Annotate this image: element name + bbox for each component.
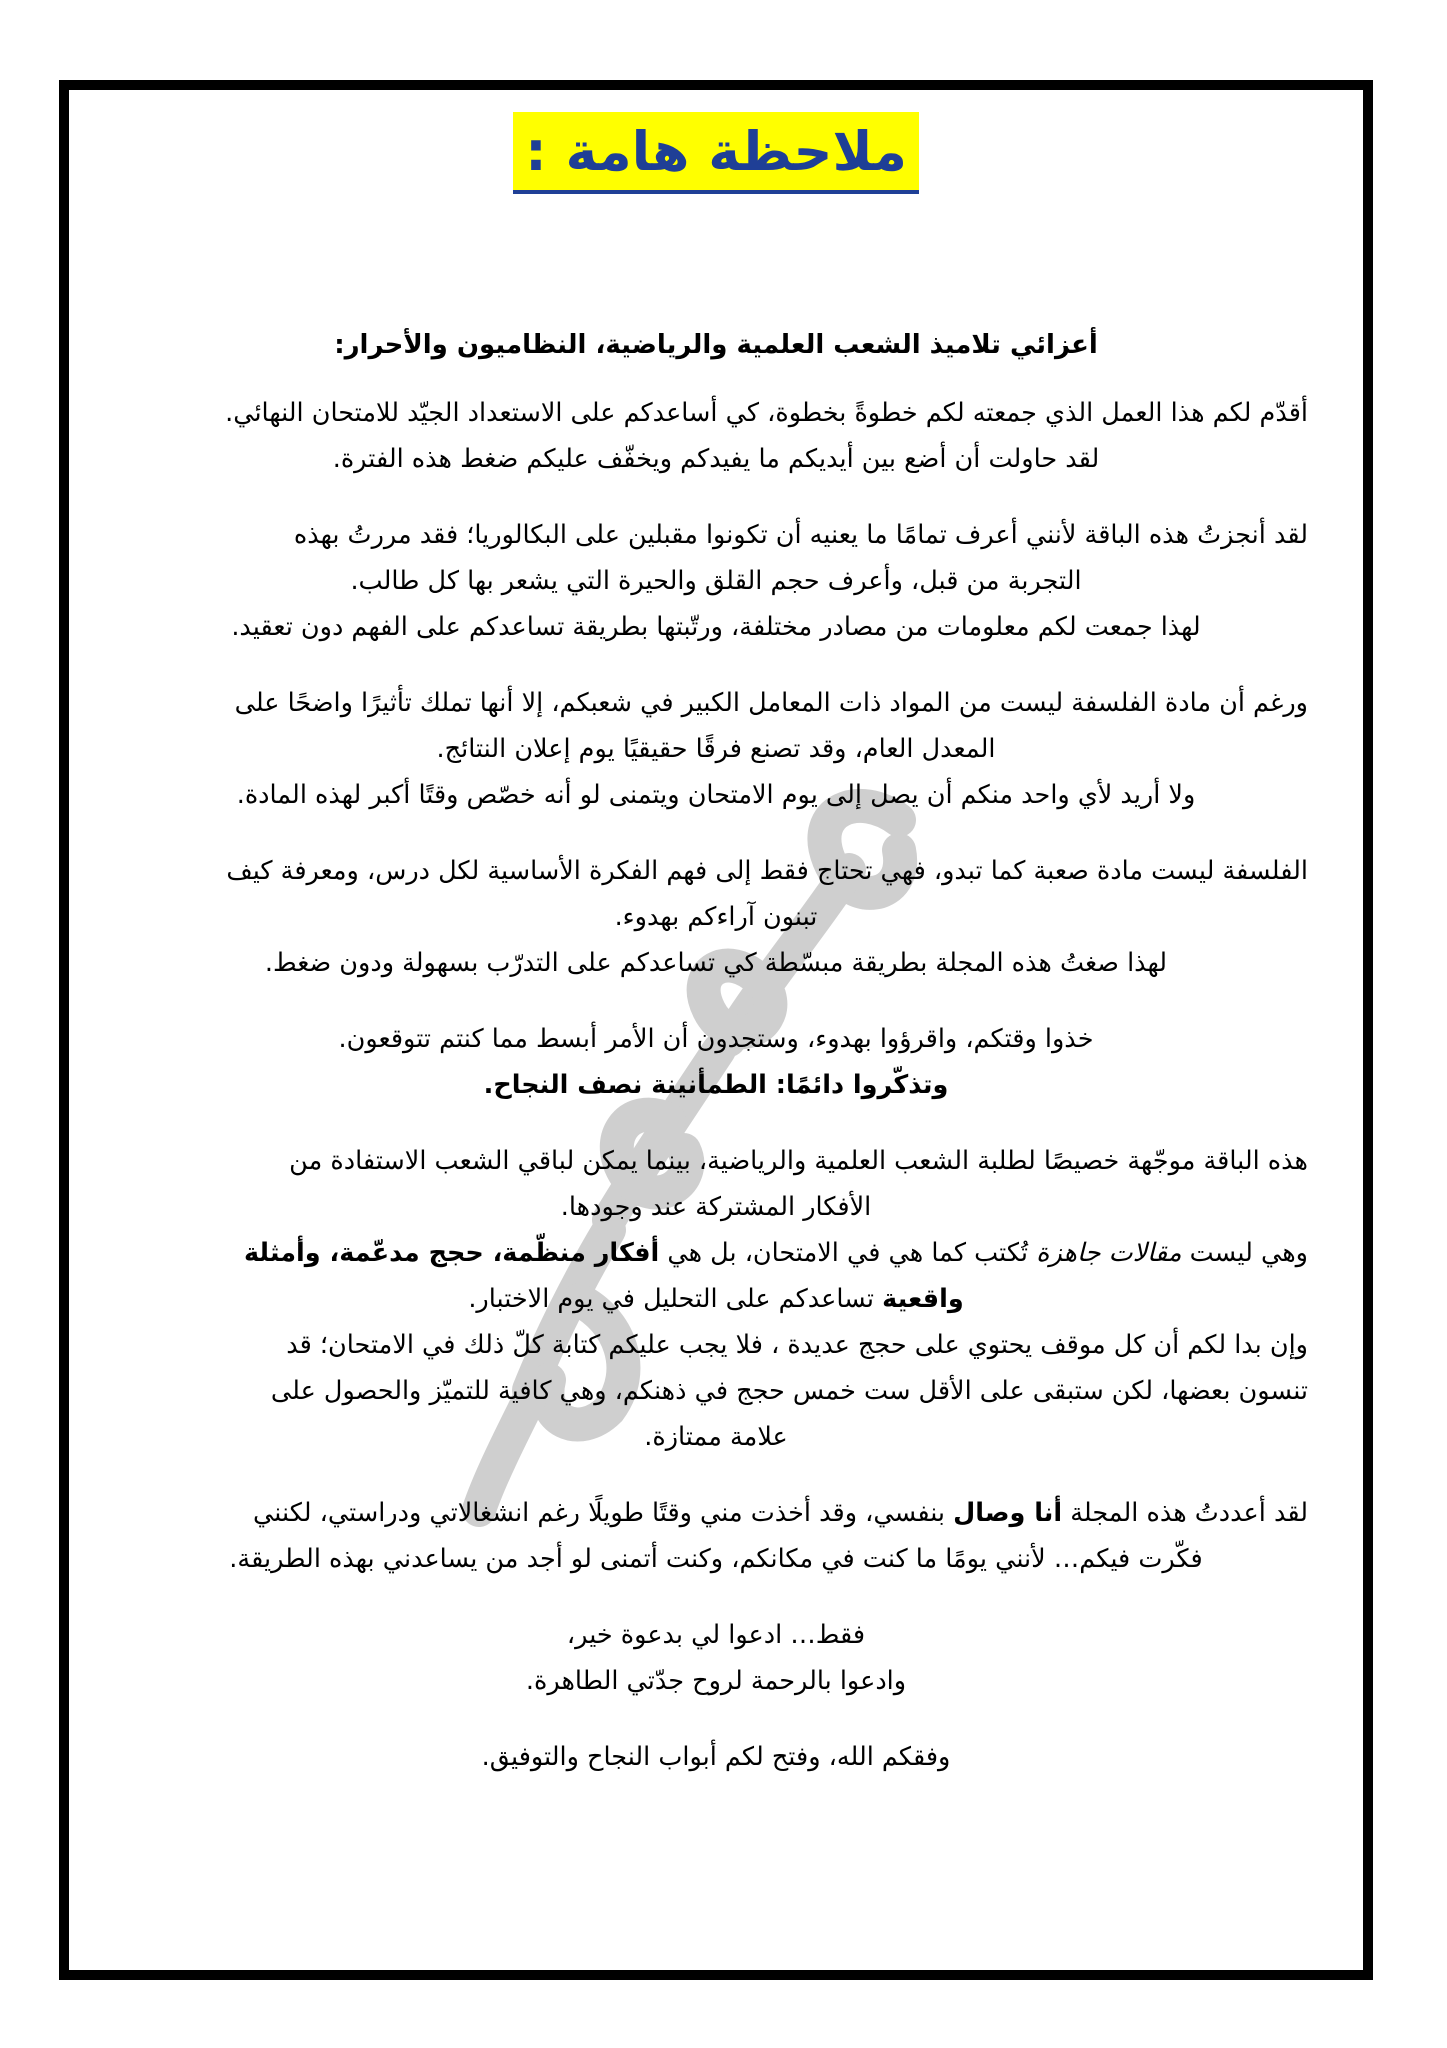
paragraph-line: علامة ممتازة. [644, 1422, 788, 1452]
paragraph-intro [124, 390, 1308, 482]
author-line [124, 1490, 1308, 1536]
paragraph-line: فكّرت فيكم… لأنني يومًا ما كنت في مكانكم، وكنت أتمنى لو أجد من يساعدني بهذه الطريقة. [229, 1544, 1203, 1574]
author-name: أنا وصال [953, 1498, 1063, 1528]
essay-bold-text: أفكار منظّمة، حجج مدعّمة، وأمثلة [243, 1238, 660, 1268]
paragraph-line: الفلسفة ليست مادة صعبة كما تبدو، فهي تحتاج فقط إلى فهم الفكرة الأساسية لكل درس، ومعرفة كيف [226, 856, 1308, 886]
greeting-heading: أعزائي تلاميذ الشعب العلمية والرياضية، النظاميون والأحرار: [334, 330, 1098, 360]
paragraph-line: ولا أريد لأي واحد منكم أن يصل إلى يوم الامتحان ويتمنى لو أنه خصّص وقتًا أكبر لهذه المادة. [236, 780, 1196, 810]
paragraph-line: لقد حاولت أن أضع بين أيديكم ما يفيدكم ويخفّف عليكم ضغط هذه الفترة. [332, 444, 1100, 474]
essay-note-line [124, 1230, 1308, 1276]
essay-bold-text: واقعية [882, 1284, 964, 1314]
paragraph-line: فقط… ادعوا لي بدعوة خير، [566, 1620, 866, 1650]
title-container [124, 112, 1308, 220]
paragraph-line: تنسون بعضها، لكن ستبقى على الأقل ست خمس حجج في ذهنكم، وهي كافية للتميّز والحصول على [270, 1376, 1308, 1406]
paragraph-line: لهذا صغتُ هذه المجلة بطريقة مبسّطة كي تساعدكم على التدرّب بسهولة ودون ضغط. [264, 948, 1168, 978]
paragraph-line: لهذا جمعت لكم معلومات من مصادر مختلفة، ورتّبتها بطريقة تساعدكم على الفهم دون تعقيد. [231, 612, 1201, 642]
paragraph-line: التجربة من قبل، وأعرف حجم القلق والحيرة التي يشعر بها كل طالب. [350, 566, 1082, 596]
essay-text: تساعدكم على التحليل في يوم الاختبار. [468, 1284, 883, 1314]
motto-line: وتذكّروا دائمًا: الطمأنينة نصف النجاح. [483, 1070, 949, 1100]
paragraph-line: وإن بدا لكم أن كل موقف يحتوي على حجج عديدة ، فلا يجب عليكم كتابة كلّ ذلك في الامتحان؛ قد [286, 1330, 1308, 1360]
paragraph-philosophy-easy [124, 848, 1308, 986]
page-frame [59, 80, 1373, 1980]
author-text: لقد أعددتُ هذه المجلة [1062, 1498, 1308, 1528]
paragraph-philosophy-weight [124, 680, 1308, 818]
paragraph-closing [124, 1734, 1308, 1780]
paragraph-line: هذه الباقة موجّهة خصيصًا لطلبة الشعب العلمية والرياضية، بينما يمكن لباقي الشعب الاستفادة من [289, 1146, 1308, 1176]
essay-note-line [124, 1276, 1308, 1322]
essay-text: وهي ليست [1181, 1238, 1308, 1268]
essay-text: تُكتب كما هي في الامتحان، بل هي [659, 1238, 1037, 1268]
paragraph-line: لقد أنجزتُ هذه الباقة لأنني أعرف تمامًا ما يعنيه أن تكونوا مقبلين على البكالوريا؛ فقد مررتُ بهذه [293, 520, 1308, 550]
paragraph-line: الأفكار المشتركة عند وجودها. [560, 1192, 872, 1222]
paragraph-line: المعدل العام، وقد تصنع فرقًا حقيقيًا يوم إعلان النتائج. [436, 734, 996, 764]
paragraph-audience [124, 1138, 1308, 1460]
paragraph-line: تبنون آراءكم بهدوء. [614, 902, 818, 932]
paragraph-line: ورغم أن مادة الفلسفة ليست من المواد ذات المعامل الكبير في شعبكم، إلا أنها تملك تأثيرًا واضحًا على [234, 688, 1308, 718]
paragraph-calm [124, 1016, 1308, 1108]
paragraph-line: خذوا وقتكم، واقرؤوا بهدوء، وستجدون أن الأمر أبسط مما كنتم تتوقعون. [338, 1024, 1094, 1054]
paragraph-experience [124, 512, 1308, 650]
author-text: بنفسي، وقد أخذت مني وقتًا طويلًا رغم انشغالاتي ودراستي، لكنني [253, 1498, 954, 1528]
paragraph-line: أقدّم لكم هذا العمل الذي جمعته لكم خطوةً بخطوة، كي أساعدكم على الاستعداد الجيّد للامتحان النهائي. [225, 398, 1308, 428]
paragraph-line: وادعوا بالرحمة لروح جدّتي الطاهرة. [525, 1666, 907, 1696]
closing-line: وفقكم الله، وفتح لكم أبواب النجاح والتوفيق. [481, 1742, 951, 1772]
paragraph-author [124, 1490, 1308, 1582]
page-title: ملاحظة هامة : [513, 112, 919, 194]
document-body [124, 90, 1308, 1970]
paragraph-prayer [124, 1612, 1308, 1704]
essay-italic-text: مقالات جاهزة [1036, 1238, 1182, 1268]
